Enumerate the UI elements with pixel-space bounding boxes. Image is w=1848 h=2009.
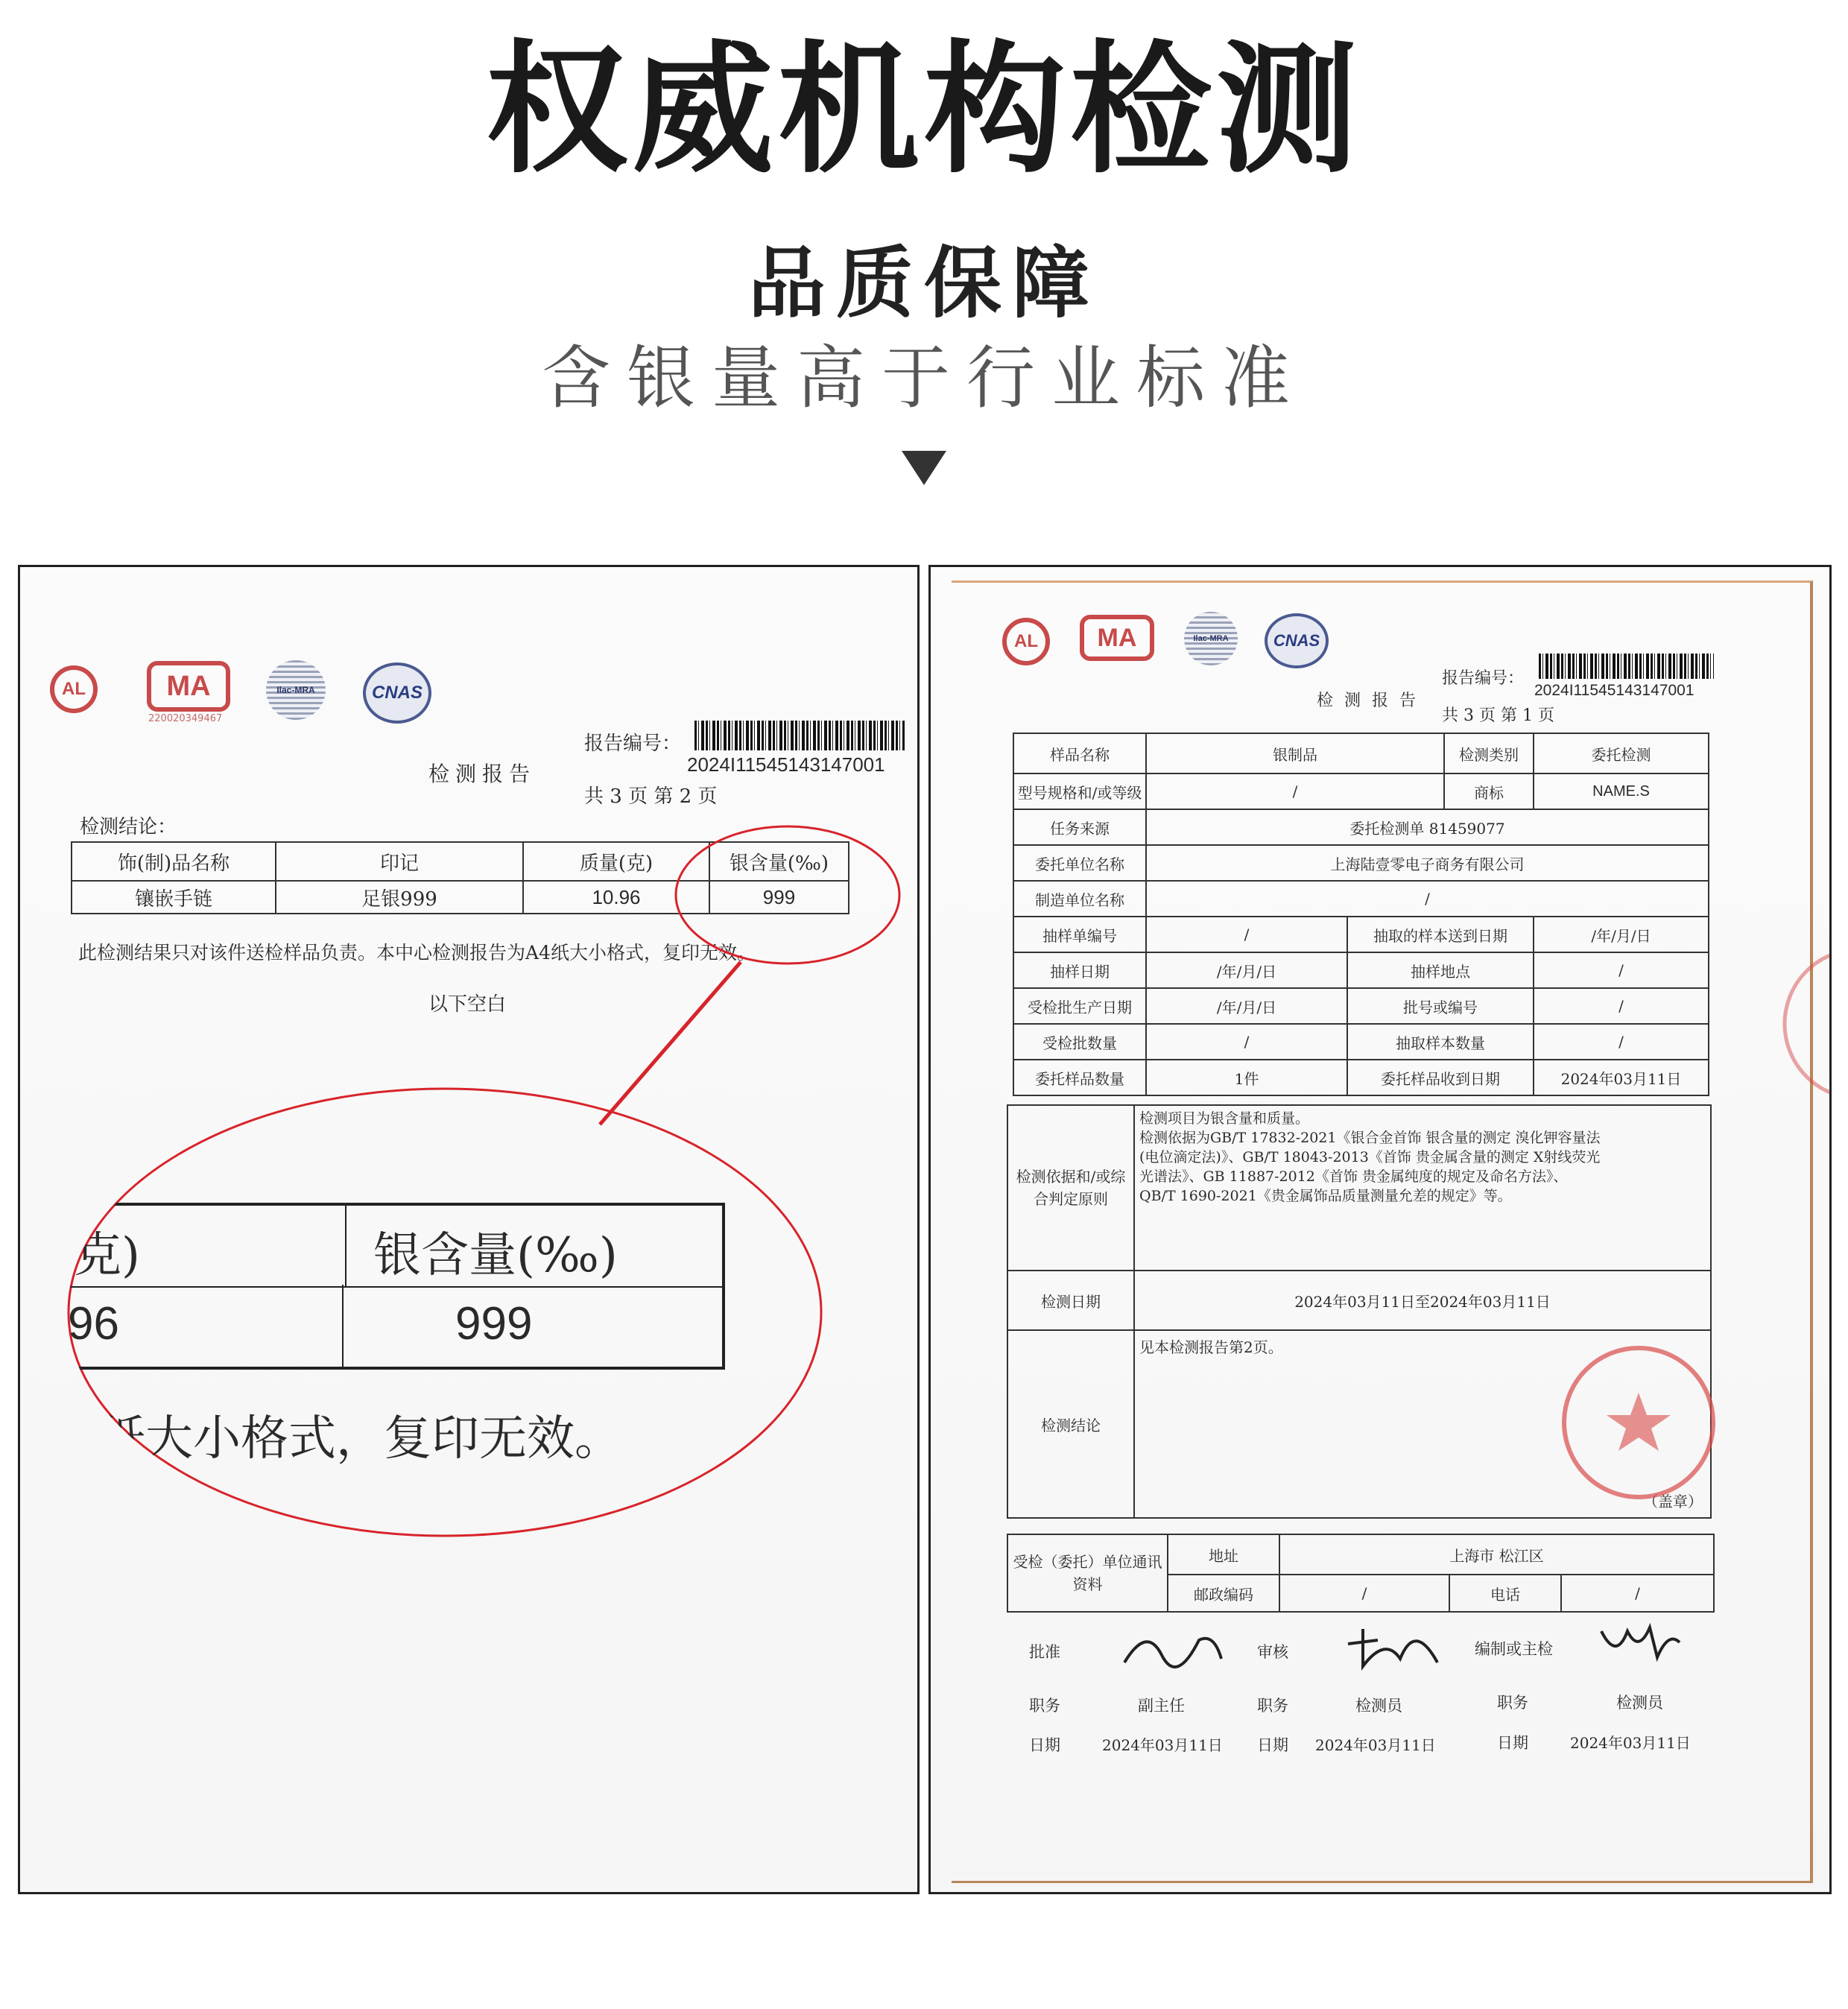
cell-label: 检测类别 <box>1444 733 1534 773</box>
basis-line: (电位滴定法)》、GB/T 18043-2013《首饰 贵金属含量的测定 X射线荧光 <box>1139 1149 1601 1165</box>
date-label: 日期 <box>1257 1736 1288 1754</box>
cell-label: 邮政编码 <box>1168 1575 1279 1612</box>
zoom-col1-value: 96 <box>68 1298 119 1350</box>
report-info-table <box>1013 733 1709 1096</box>
blank-marker: 以下空白 <box>428 993 507 1016</box>
ilac-logo-icon: Ilac-MRA <box>1184 612 1238 665</box>
cell-label: 委托样品数量 <box>1013 1060 1146 1095</box>
compile-label: 编制或主检 <box>1475 1640 1553 1658</box>
cell-label: 受检批生产日期 <box>1013 988 1146 1024</box>
approve-label: 批准 <box>1029 1643 1060 1661</box>
cell-label: 制造单位名称 <box>1013 881 1146 917</box>
edge-stamp-icon <box>1777 931 1829 1117</box>
cell-value: 2024年03月11日 <box>1534 1060 1709 1095</box>
cell-label: 批号或编号 <box>1347 988 1534 1024</box>
post-value: 检测员 <box>1355 1697 1402 1715</box>
cell-value: / <box>1534 988 1709 1024</box>
cell-label: 型号规格和/或等级 <box>1013 773 1146 809</box>
table-cell: 镶嵌手链 <box>72 881 276 914</box>
cell-value: / <box>1146 773 1444 809</box>
basis-text <box>1134 1105 1711 1271</box>
cell-label: 地址 <box>1168 1534 1279 1575</box>
cell-label: 抽样地点 <box>1347 952 1534 988</box>
table-header: 银含量(‰) <box>709 842 849 881</box>
cell-label: 电话 <box>1449 1575 1561 1612</box>
table-header: 饰(制)品名称 <box>72 842 276 881</box>
basis-line: 检测项目为银含量和质量。 <box>1139 1110 1310 1127</box>
post-label: 职务 <box>1029 1697 1060 1715</box>
cell-value: 2024年03月11日至2024年03月11日 <box>1134 1271 1711 1330</box>
cell-label: 检测依据和/或综合判定原则 <box>1007 1105 1134 1271</box>
zoom-col1-header: 克) <box>74 1228 140 1283</box>
report-no: 2024I11545143147001 <box>1534 682 1694 699</box>
callout-line <box>600 962 741 1124</box>
report-note: 此检测结果只对该件送检样品负责。本中心检测报告为A4纸大小格式，复印无效。 <box>78 942 756 964</box>
cell-value: 委托检测单 81459077 <box>1146 809 1709 845</box>
table-header: 印记 <box>276 842 523 881</box>
report-title: 检 测 报 告 <box>1317 692 1419 710</box>
ac-logo-icon: AL <box>50 665 98 713</box>
cell-label: 检测结论 <box>1007 1330 1134 1518</box>
table-cell: 10.96 <box>523 881 709 914</box>
date-value: 2024年03月11日 <box>1315 1736 1436 1754</box>
contact-table <box>1007 1534 1715 1613</box>
seal-note: （盖章） <box>1643 1493 1703 1510</box>
date-label: 日期 <box>1497 1734 1528 1752</box>
left-report-frame <box>18 565 920 1894</box>
signature-reviewer <box>1341 1614 1445 1674</box>
cell-value: / <box>1561 1575 1714 1612</box>
zoom-col2-header: 银含量(‰) <box>373 1228 618 1283</box>
cell-value: NAME.S <box>1534 773 1709 809</box>
page-info: 共 3 页 第 1 页 <box>1442 706 1554 725</box>
basis-line: 光谱法》、GB 11887-2012《首饰 贵金属纯度的规定及命名方法》、 <box>1139 1168 1568 1185</box>
cell-value: / <box>1146 917 1347 952</box>
cell-label: 受检批数量 <box>1013 1024 1146 1060</box>
page-tagline: 含银量高于行业标准 <box>541 338 1306 418</box>
zoom-col2-value: 999 <box>455 1298 533 1350</box>
zoom-note: 纸大小格式，复印无效。 <box>98 1411 622 1467</box>
review-label: 审核 <box>1257 1643 1288 1661</box>
official-seal-icon <box>1557 1341 1721 1505</box>
cell-label: 检测日期 <box>1007 1271 1134 1330</box>
post-label: 职务 <box>1497 1694 1528 1712</box>
post-value: 检测员 <box>1616 1694 1663 1712</box>
cell-value: / <box>1534 952 1709 988</box>
cell-label: 任务来源 <box>1013 809 1146 845</box>
report-no-label: 报告编号： <box>1442 669 1525 688</box>
table-cell: 足银999 <box>276 881 523 914</box>
cell-value: 委托检测 <box>1534 733 1709 773</box>
cell-value: /年/月/日 <box>1146 988 1347 1024</box>
cell-value: / <box>1146 1024 1347 1060</box>
ma-number: 220020349467 <box>148 713 223 724</box>
date-label: 日期 <box>1029 1736 1060 1754</box>
ac-logo-icon: AL <box>1002 618 1050 665</box>
cell-label: 抽取样本数量 <box>1347 1024 1534 1060</box>
basis-line: 检测依据为GB/T 17832-2021《银合金首饰 银含量的测定 溴化钾容量法 <box>1139 1130 1601 1146</box>
post-label: 职务 <box>1257 1697 1288 1715</box>
cell-label: 委托样品收到日期 <box>1347 1060 1534 1095</box>
right-report-paper <box>931 567 1829 1892</box>
table-cell: 999 <box>709 881 849 914</box>
report-no: 2024I11545143147001 <box>687 753 885 776</box>
left-report-paper <box>20 567 917 1892</box>
ma-logo-icon: MA <box>1080 615 1154 661</box>
cnas-logo-icon: CNAS <box>1265 613 1329 668</box>
zoom-content <box>68 1089 822 1537</box>
cell-value: 上海陆壹零电子商务有限公司 <box>1146 845 1709 881</box>
signature-approver <box>1117 1618 1229 1677</box>
table-header: 质量(克) <box>523 842 709 881</box>
cell-value: 银制品 <box>1146 733 1444 773</box>
basis-line: QB/T 1690-2021《贵金属饰品质量测量允差的规定》等。 <box>1139 1188 1512 1204</box>
cell-value: / <box>1534 1024 1709 1060</box>
date-value: 2024年03月11日 <box>1102 1736 1223 1754</box>
post-value: 副主任 <box>1138 1697 1185 1715</box>
conclusion-label: 检测结论： <box>80 816 177 838</box>
cell-label: 商标 <box>1444 773 1534 809</box>
cell-value: 上海市 松江区 <box>1279 1534 1714 1575</box>
cell-label: 委托单位名称 <box>1013 845 1146 881</box>
down-arrow-icon <box>902 451 946 485</box>
page-title: 权威机构检测 <box>485 28 1362 192</box>
ilac-logo-icon: Ilac-MRA <box>266 660 326 720</box>
report-title: 检测报告 <box>428 762 537 786</box>
cnas-logo-icon: CNAS <box>363 662 431 724</box>
cell-label: 抽样单编号 <box>1013 917 1146 952</box>
cell-label: 受检（委托）单位通讯资料 <box>1007 1534 1168 1612</box>
conclusion-text: 见本检测报告第2页。 <box>1139 1338 1283 1356</box>
date-value: 2024年03月11日 <box>1570 1734 1691 1752</box>
page-subtitle: 品质保障 <box>747 238 1100 329</box>
cell-value: 1件 <box>1146 1060 1347 1095</box>
cell-label: 样品名称 <box>1013 733 1146 773</box>
page-info: 共 3 页 第 2 页 <box>584 785 718 808</box>
signature-compiler <box>1594 1609 1683 1668</box>
cell-value: /年/月/日 <box>1146 952 1347 988</box>
cell-label: 抽取的样本送到日期 <box>1347 917 1534 952</box>
report-no-label: 报告编号： <box>584 733 682 755</box>
cell-value: /年/月/日 <box>1534 917 1709 952</box>
cell-value: / <box>1146 881 1709 917</box>
cell-value: / <box>1279 1575 1449 1612</box>
right-report-frame <box>928 565 1832 1894</box>
ma-logo-icon: MA <box>147 661 230 712</box>
report-barcode <box>1539 654 1714 679</box>
highlight-circle <box>676 826 899 964</box>
cell-label: 抽样日期 <box>1013 952 1146 988</box>
